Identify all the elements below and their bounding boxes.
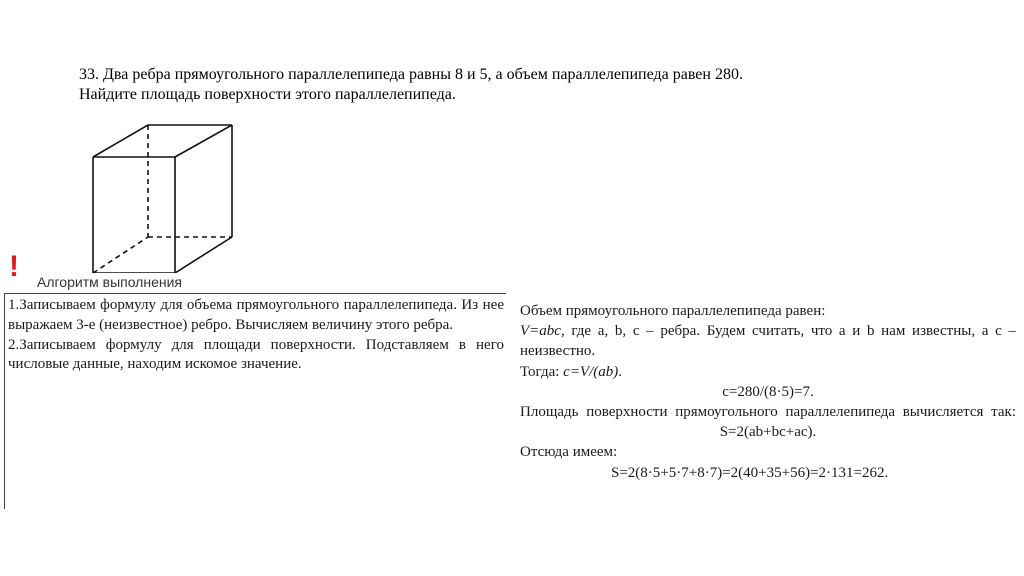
problem-statement [79,65,939,105]
c-value: c=280/(8·5)=7. [722,383,814,400]
solution-then-line [520,362,1016,382]
problem-line-1: 33. Два ребра прямоугольного параллелепипеда равны 8 и 5, а объем параллелепипеда равен 280. [79,66,743,83]
solution-block [520,301,1016,483]
exclamation-icon: ! [9,250,19,283]
algorithm-title: Алгоритм выполнения [37,274,183,290]
volume-formula: V=abc [520,323,561,340]
edges-text: , где a, b, c – ребра. Будем считать, что a и b нам известны, а c – неизвестно. [520,323,1016,360]
bottom-right-diagonal [175,237,232,273]
c-formula-end: . [618,363,623,380]
top-right-diagonal [175,125,232,157]
hence-text: Отсюда имеем: [520,444,618,461]
then-label: Тогда: [520,363,564,380]
result-line: S=2(8·5+5·7+8·7)=2(40+35+56)=2·131=262. [611,464,889,481]
algorithm-steps [8,296,504,375]
cuboid-figure [80,118,250,273]
solution-intro: Объем прямоугольного параллелепипеда равен: [520,303,826,319]
area-formula: S=2(ab+bc+ac). [719,424,817,441]
algorithm-step-2: 2.Записываем формулу для площади поверхности. Подставляем в него числовые данные, находим искомое значение. [8,336,504,373]
c-formula: c=V/(ab) [563,363,619,380]
solution-volume-line [520,321,1016,361]
algorithm-step-1: 1.Записываем формулу для объема прямоугольного параллелепипеда. Из нее выражаем 3-е (неизвестное) ребро. Вычисляем величину этого ребра. [8,297,504,333]
area-text: Площадь поверхности прямоугольного параллелепипеда вычисляется так: [520,404,1016,421]
hidden-diagonal-edge [93,237,148,273]
problem-line-2: Найдите площадь поверхности этого параллелепипеда. [79,86,456,103]
top-left-diagonal [93,125,148,157]
